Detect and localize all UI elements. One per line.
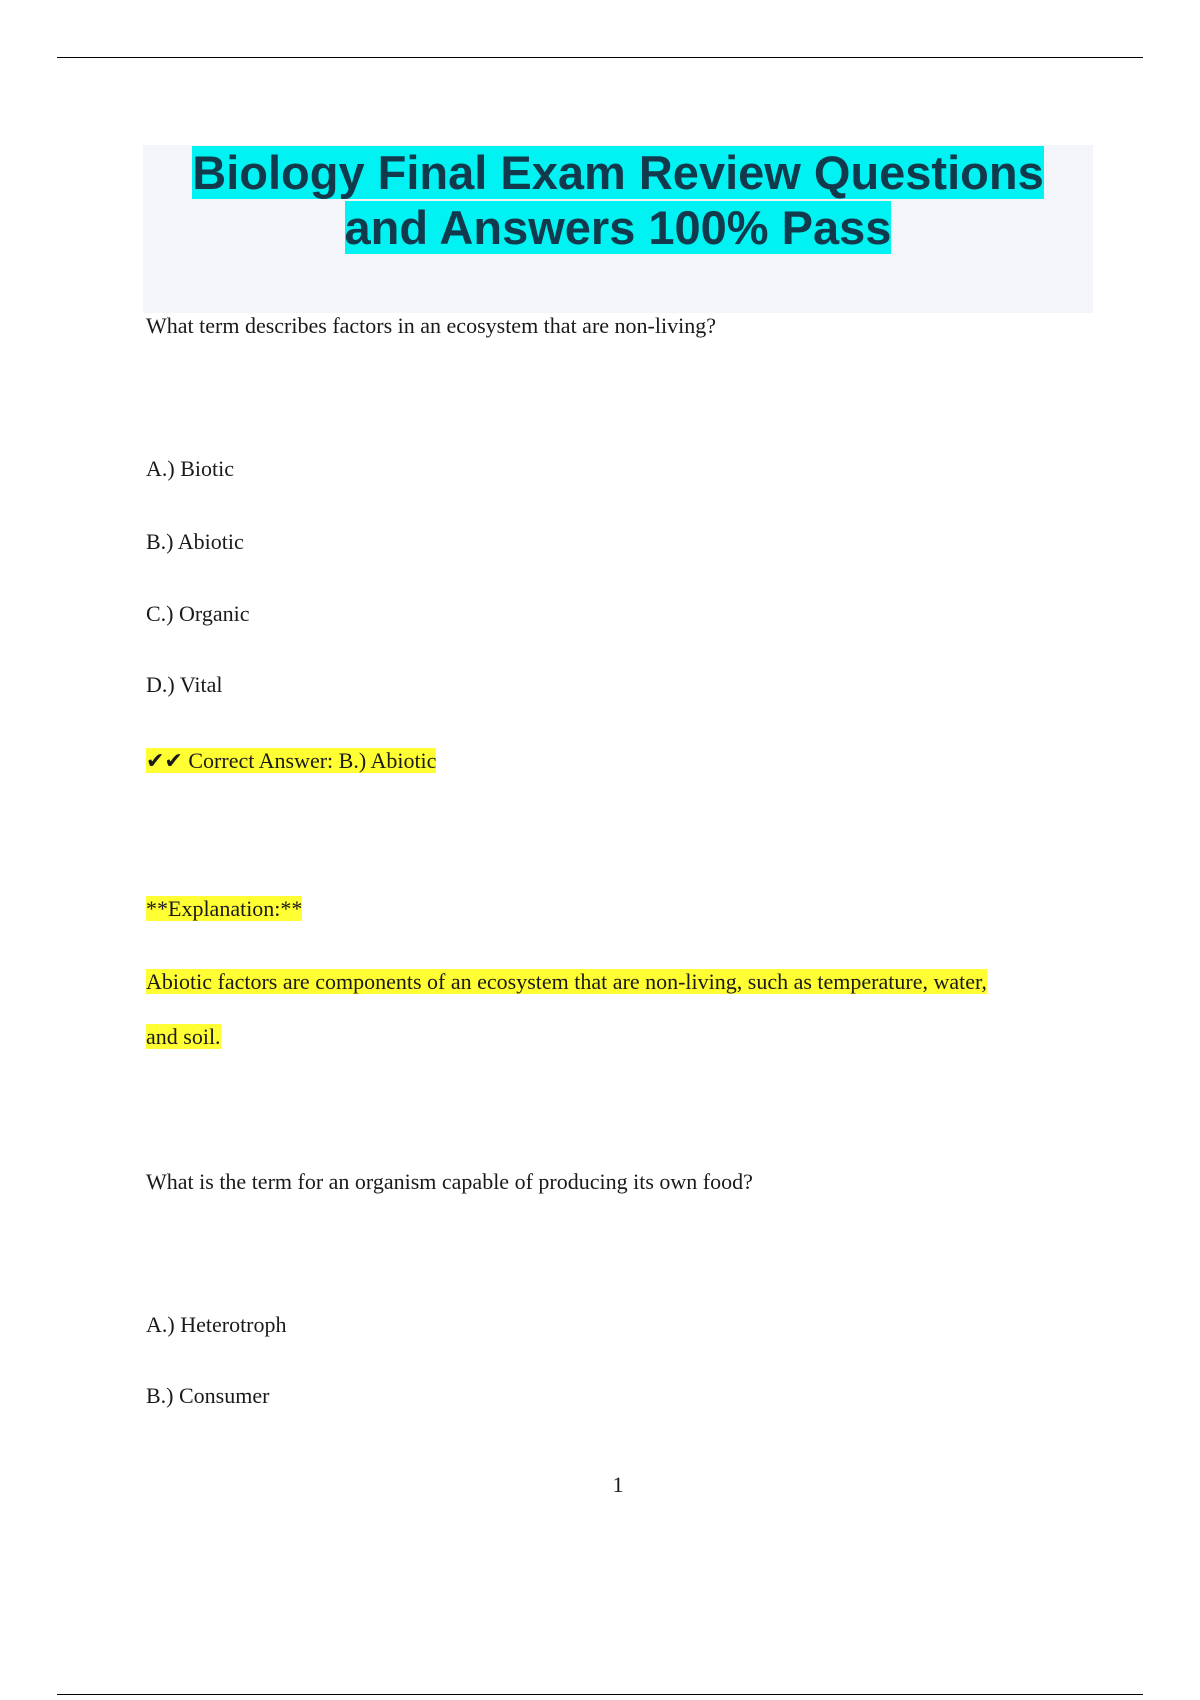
question-1-explanation-line-2 (146, 1022, 221, 1052)
correct-answer-highlight: ✔✔ Correct Answer: B.) Abiotic (146, 748, 437, 773)
title-panel (143, 145, 1093, 313)
question-2-prompt: What is the term for an organism capable of producing its own food? (146, 1169, 753, 1194)
document-title (143, 145, 1093, 255)
title-line-1: Biology Final Exam Review Questions (192, 146, 1044, 199)
question-1-explanation-line-1 (146, 967, 987, 997)
explanation-heading-highlight: **Explanation:** (146, 896, 303, 921)
question-1-option-b: B.) Abiotic (146, 529, 244, 554)
question-2-option-b: B.) Consumer (146, 1383, 270, 1408)
question-1-option-d: D.) Vital (146, 672, 223, 697)
header-rule (57, 57, 1143, 58)
explanation-text-highlight: and soil. (146, 1024, 221, 1049)
title-line-2: and Answers 100% Pass (344, 201, 892, 254)
question-1-correct-answer (146, 746, 436, 776)
footer-rule (57, 1694, 1143, 1695)
question-1-explanation-heading (146, 894, 302, 924)
question-1-option-a: A.) Biotic (146, 456, 234, 481)
page-number: 1 (612, 1472, 624, 1497)
question-1-prompt: What term describes factors in an ecosystem that are non-living? (146, 313, 716, 338)
question-2-option-a: A.) Heterotroph (146, 1312, 287, 1337)
explanation-text-highlight: Abiotic factors are components of an ecosystem that are non-living, such as temperature, water, (146, 969, 987, 994)
question-1-option-c: C.) Organic (146, 601, 250, 626)
